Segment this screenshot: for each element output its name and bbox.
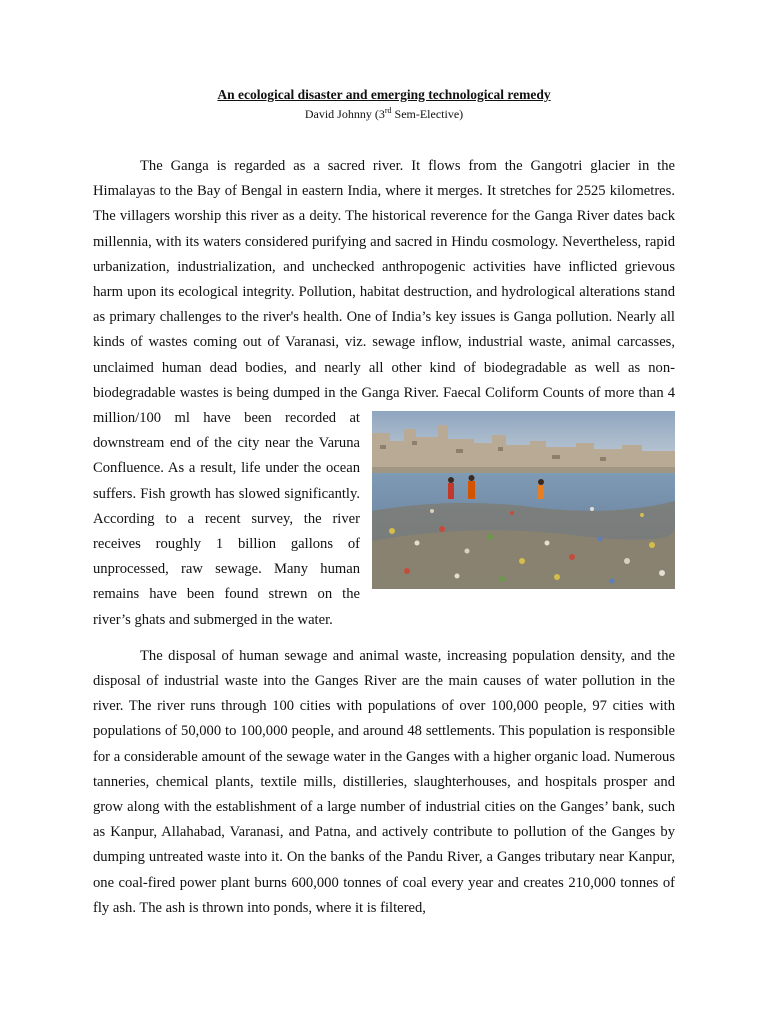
author-line xyxy=(0,106,768,122)
document-body xyxy=(93,154,675,921)
paragraph-1-text-b: downstream end of the city near the Varuna Confluence. As a result, life under the ocean suffers. Fish growth has slowed significantly. According to a recent survey, the river receives roughly 1 billion gallons of unprocessed, raw sewage. Many human remains have been found strewn on the river’s ghats and submerged in the water. xyxy=(93,435,360,628)
paragraph-1-text-a: The Ganga is regarded as a sacred river. It flows from the Gangotri glacier in the Himalayas to the Bay of Bengal in eastern India, where it merges. It stretches for 2525 kilometres. The villagers worship this river as a deity. The historical reverence for the Ganga River dates back millennia, with its waters considered purifying and sacred in Hindu cosmology. Nevertheless, rapid urbanization, industrialization, and unchecked anthropogenic activities have inflicted grievous harm upon its ecological integrity. Pollution, habitat destruction, and hydrological alterations stand as primary challenges to the river's health. One of India’s key issues is Ganga pollution. Nearly all kinds of wastes coming out of Varanasi, viz. sewage inflow, industrial waste, animal carcasses, unclaimed human dead bodies, and nearly all other kind of biodegradable as well as non-biodegradable wastes is being dumped in the Ganga River. Faecal Coliform Counts of more than 4 million/100 ml have been recorded at xyxy=(93,158,675,427)
paragraph-2: The disposal of human sewage and animal waste, increasing population density, and the disposal of industrial waste into the Ganges River are the main causes of water pollution in the river. The river runs through 100 cities with populations of over 100,000 people, 97 cities with populations of 50,000 to 100,000 people, and around 48 settlements. This population is responsible for a considerable amount of the sewage water in the Ganges with a higher organic load. Numerous tanneries, chemical plants, textile mills, distilleries, slaughterhouses, and hospitals prosper and grow along with the establishment of a large number of industrial cities on the Ganges’ bank, such as Kanpur, Allahabad, Varanasi, and Patna, and actively contribute to pollution of the Ganges by dumping untreated waste into it. On the banks of the Pandu River, a Ganges tributary near Kanpur, one coal-fired power plant burns 600,000 tonnes of coal every year and creates 210,000 tonnes of fly ash. The ash is thrown into ponds, where it is filtered, xyxy=(93,647,675,916)
author-prefix: David Johnny (3 xyxy=(304,107,385,121)
ganga-pollution-photo xyxy=(372,411,675,589)
photo-illustration xyxy=(372,411,675,589)
author-superscript: rd xyxy=(384,106,392,115)
author-suffix: Sem-Elective) xyxy=(391,107,464,121)
paragraph-1 xyxy=(93,154,675,633)
document-title: An ecological disaster and emerging technological remedy xyxy=(217,87,551,102)
